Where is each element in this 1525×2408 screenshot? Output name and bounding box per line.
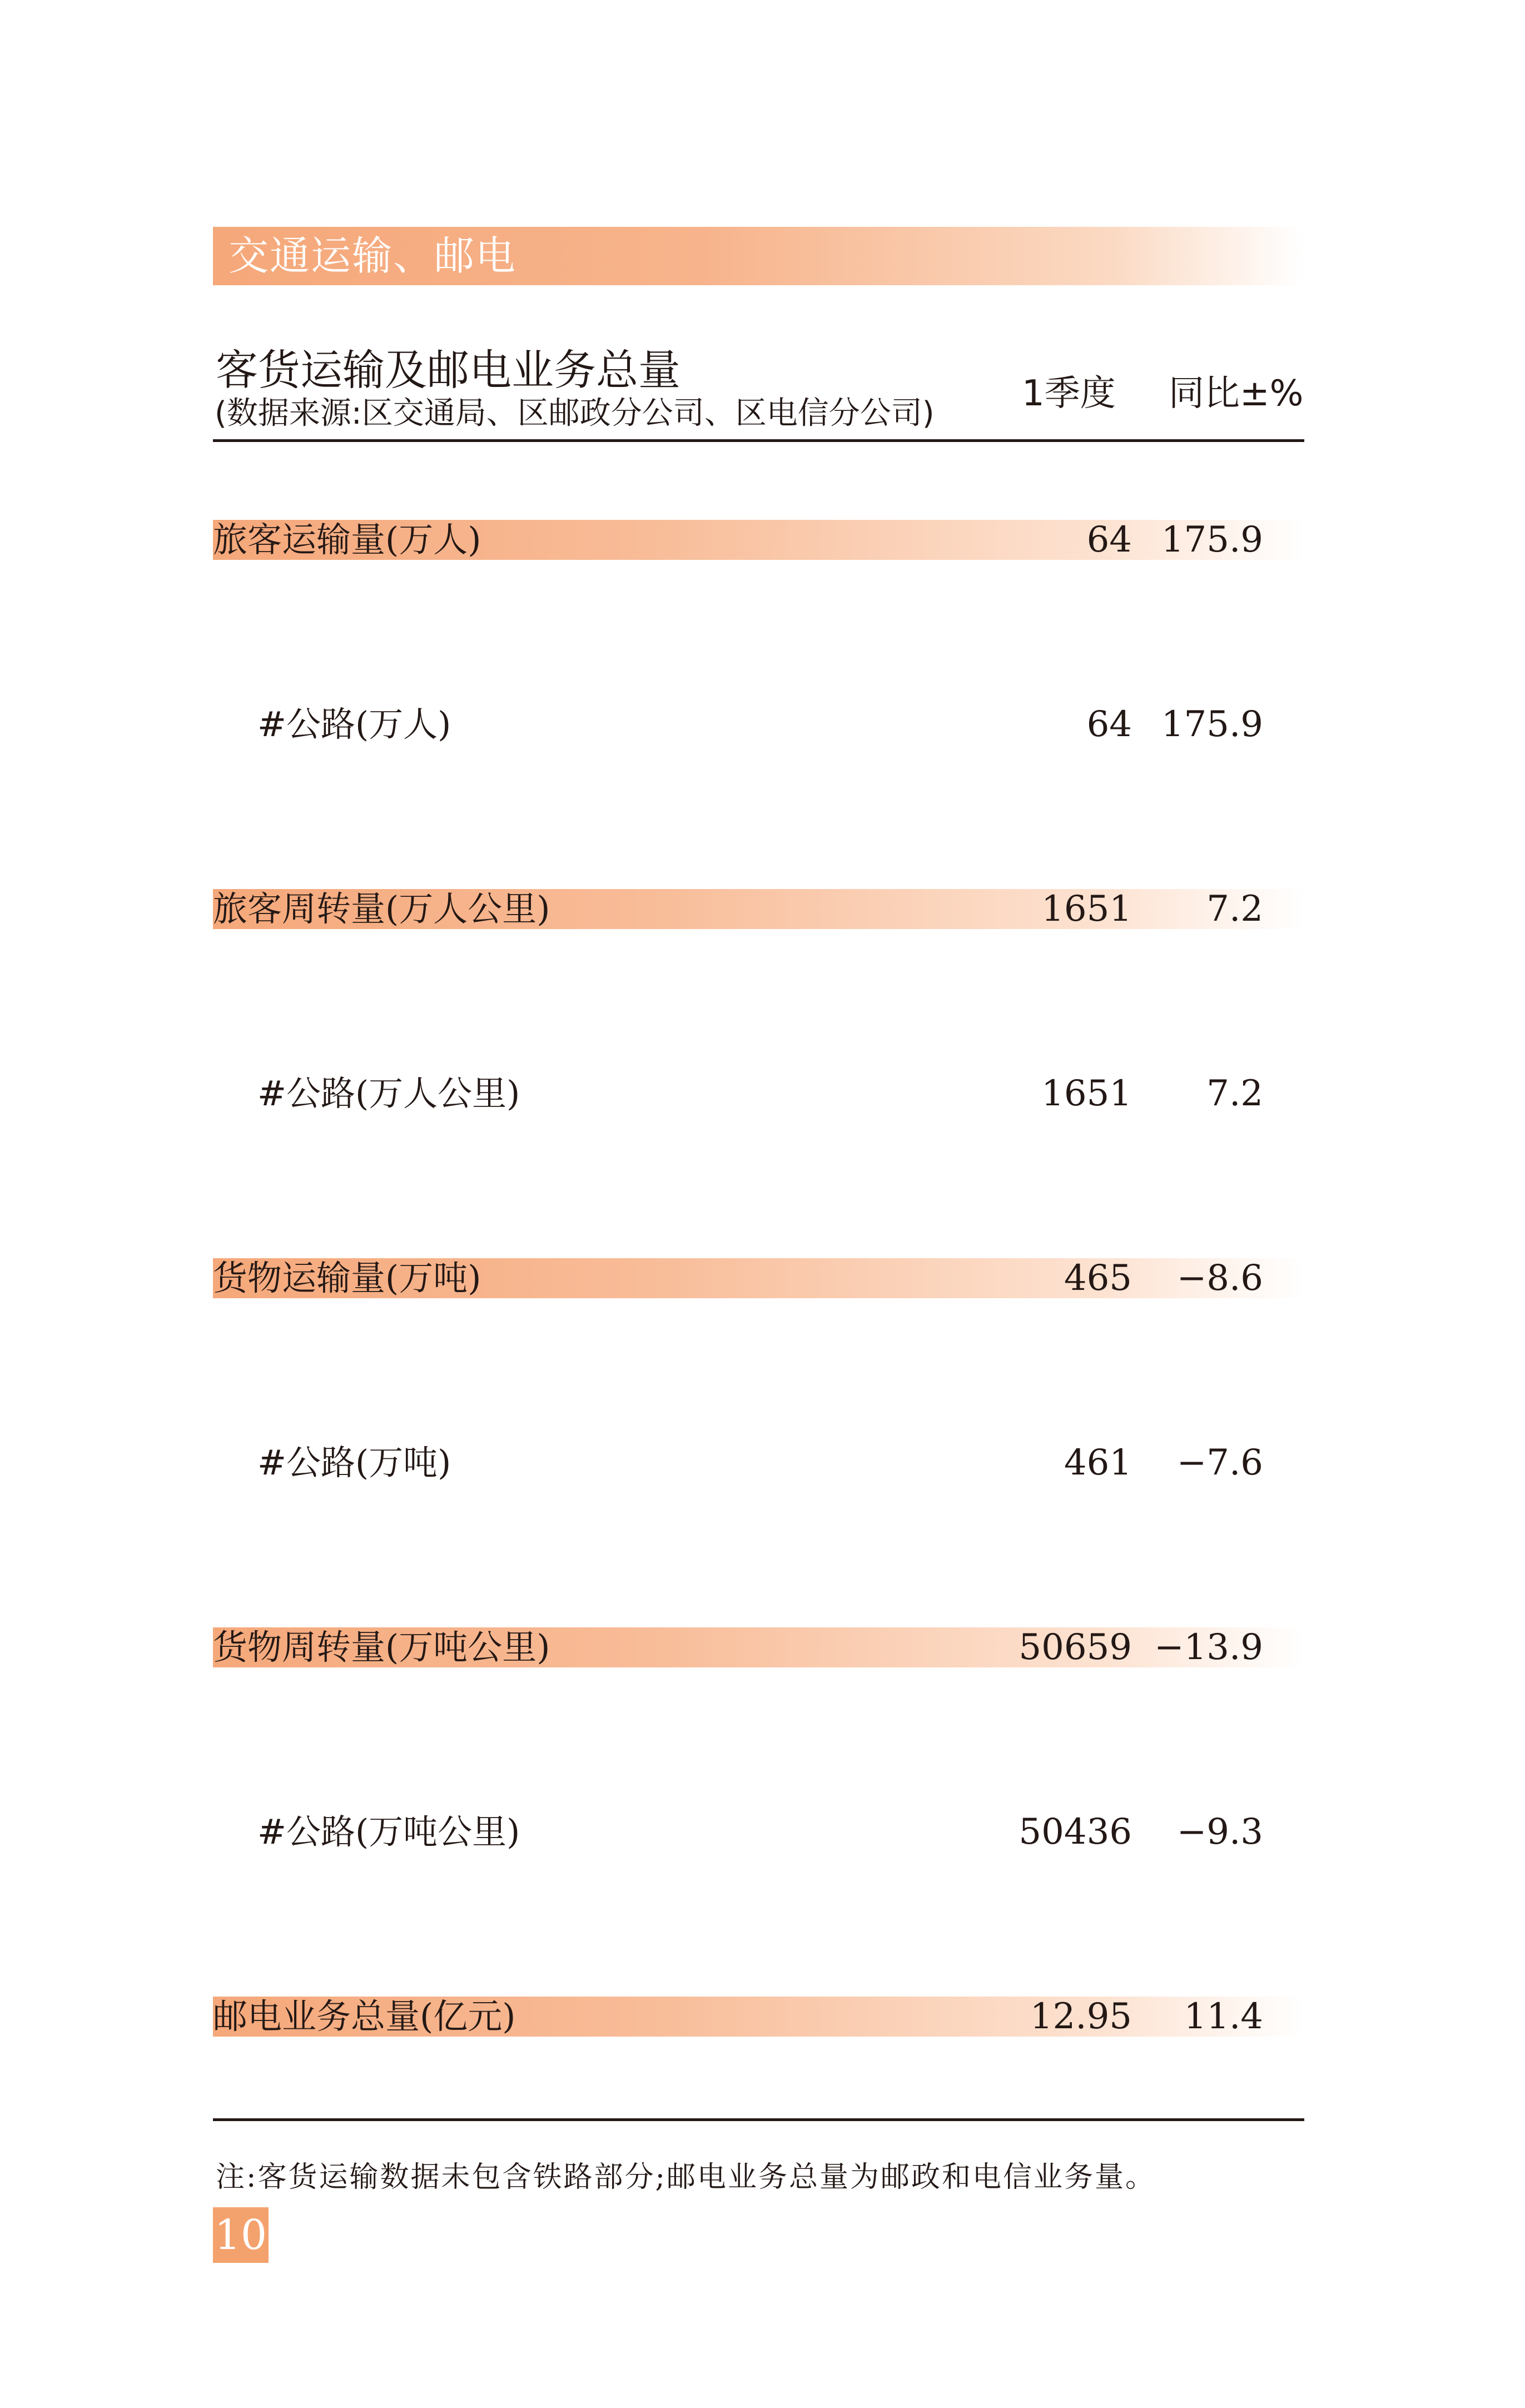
row-label: #公路(万人): [257, 704, 451, 744]
table-row: [213, 1812, 1304, 1852]
row-q1-value: 64: [1086, 519, 1132, 560]
table-source-note: (数据来源:区交通局、区邮政分公司、区电信分公司): [215, 395, 935, 431]
section-title: 交通运输、邮电: [228, 232, 517, 279]
row-q1-value: 50659: [1019, 1627, 1132, 1668]
row-yoy-value: −13.9: [1154, 1627, 1263, 1668]
page-number: 10: [213, 2207, 269, 2263]
row-label: 货物周转量(万吨公里): [213, 1627, 550, 1667]
row-label: 货物运输量(万吨): [213, 1258, 481, 1298]
row-q1-value: 1651: [1041, 888, 1132, 930]
row-yoy-value: 7.2: [1206, 1073, 1263, 1114]
row-yoy-value: 175.9: [1161, 704, 1263, 745]
column-header-q1: 1季度: [1022, 373, 1116, 414]
row-yoy-value: −9.3: [1176, 1811, 1263, 1853]
row-q1-value: 64: [1086, 704, 1132, 745]
table-row: [213, 1997, 1304, 2037]
row-yoy-value: −7.6: [1176, 1442, 1263, 1483]
table-bottom-rule: [213, 2118, 1304, 2121]
table-row: [213, 889, 1304, 929]
row-label: #公路(万吨公里): [257, 1811, 520, 1852]
table-title: 客货运输及邮电业务总量: [216, 345, 680, 395]
column-header-yoy: 同比±%: [1169, 373, 1304, 414]
row-label: 邮电业务总量(亿元): [213, 1996, 516, 2037]
footnote: 注:客货运输数据未包含铁路部分;邮电业务总量为邮政和电信业务量。: [216, 2161, 1156, 2194]
row-yoy-value: 175.9: [1161, 519, 1263, 560]
row-yoy-value: 11.4: [1184, 1996, 1263, 2037]
table-row: [213, 1258, 1304, 1298]
table-row: [213, 520, 1304, 560]
row-q1-value: 1651: [1041, 1073, 1132, 1114]
row-yoy-value: 7.2: [1206, 888, 1263, 930]
table-row: [213, 1074, 1304, 1114]
table-top-rule: [213, 439, 1304, 442]
row-label: #公路(万人公里): [257, 1073, 520, 1114]
row-q1-value: 12.95: [1030, 1996, 1132, 2037]
row-q1-value: 50436: [1019, 1811, 1132, 1853]
row-label: #公路(万吨): [257, 1442, 451, 1483]
row-q1-value: 461: [1064, 1442, 1132, 1483]
table-row: [213, 1443, 1304, 1483]
section-header-bar: [213, 227, 1304, 285]
table-row: [213, 704, 1304, 744]
row-yoy-value: −8.6: [1176, 1258, 1263, 1299]
row-q1-value: 465: [1064, 1258, 1132, 1299]
table-row: [213, 1627, 1304, 1667]
row-label: 旅客运输量(万人): [213, 519, 481, 560]
row-label: 旅客周转量(万人公里): [213, 888, 550, 929]
